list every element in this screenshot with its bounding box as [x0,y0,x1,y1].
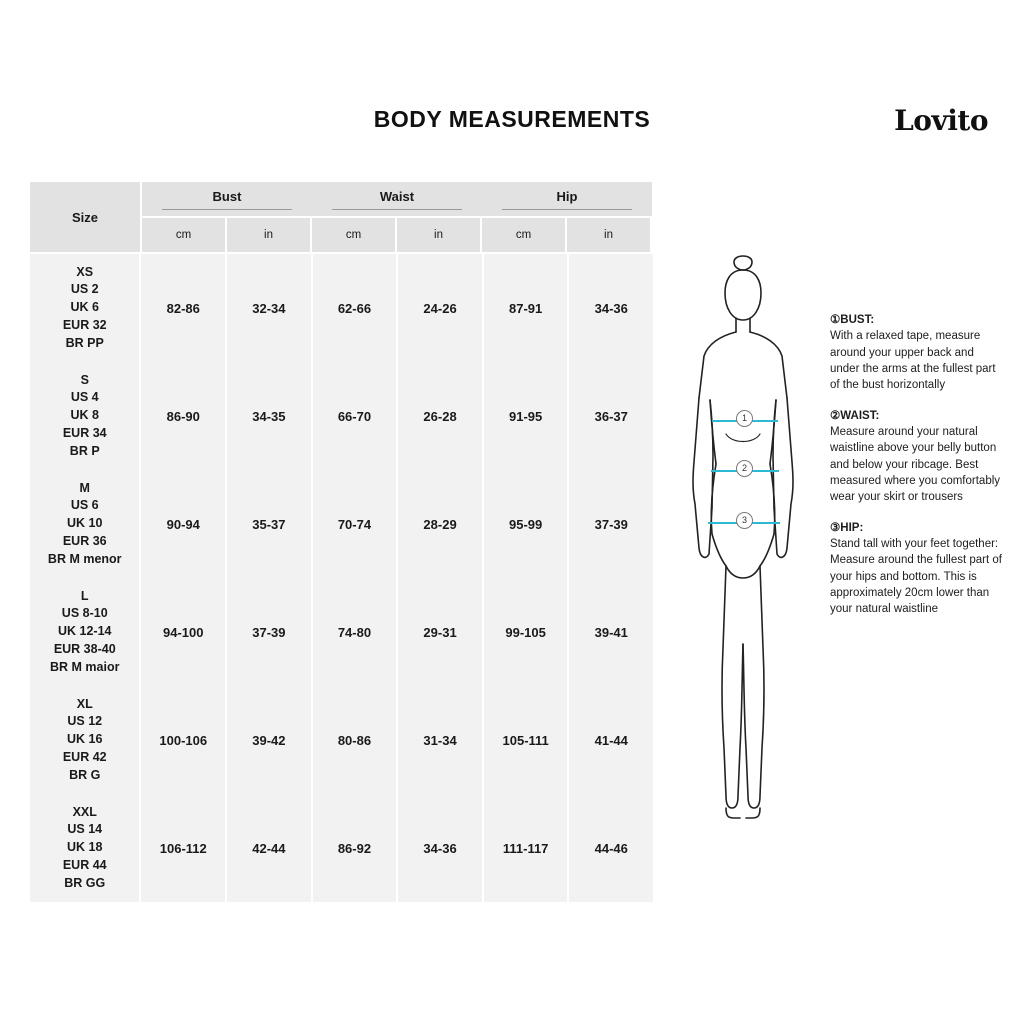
size-line: EUR 42 [62,749,107,764]
bust-cm-cell: 86-90 [141,362,225,470]
size-line: XL [76,696,93,711]
hip-cm-cell: 91-95 [484,362,568,470]
unit-header-bust-cm: cm [142,218,225,252]
unit-header-hip-in: in [567,218,650,252]
size-line: EUR 32 [62,317,107,332]
hip-cm-cell: 111-117 [484,794,568,902]
size-cell [30,470,139,578]
bust-in-cell: 34-35 [227,362,311,470]
size-line: EUR 36 [62,533,107,548]
bust-cm-cell: 82-86 [141,254,225,362]
size-line: EUR 34 [62,425,107,440]
instruction-block [830,312,1005,394]
instruction-body: With a relaxed tape, measure around your upper back and under the arms at the fullest part of the bust horizontally [830,330,996,392]
size-line: UK 18 [67,840,103,855]
table-row [30,794,655,902]
size-line: S [80,372,89,387]
table-header-row [30,182,655,254]
instruction-title: ①BUST: [830,314,875,326]
hip-in-cell: 34-36 [569,254,653,362]
size-cell [30,578,139,686]
female-body-outline-icon [668,248,818,828]
instruction-body: Measure around your natural waistline above your belly button and below your ribcage. Best measured where you comfortably wear your skirt or trousers [830,425,1001,504]
instruction-title: ③HIP: [830,521,864,534]
group-label: Hip [502,189,632,210]
instruction-block [830,408,1005,506]
waist-in-cell: 26-28 [398,362,482,470]
unit-header-hip-cm: cm [482,218,565,252]
size-line: BR M menor [47,551,122,566]
hip-in-cell: 37-39 [569,470,653,578]
group-label: Bust [162,189,292,210]
waist-cm-cell: 86-92 [313,794,397,902]
size-line: M [79,480,90,495]
size-line: UK 8 [70,408,99,423]
bust-in-cell: 32-34 [227,254,311,362]
size-line: BR P [69,443,100,458]
hip-in-cell: 39-41 [569,578,653,686]
size-line: US 2 [70,282,99,297]
hip-cm-cell: 99-105 [484,578,568,686]
waist-in-cell: 31-34 [398,686,482,794]
group-header-bust [142,182,312,216]
hip-marker: 3 [736,512,753,529]
size-line: L [80,588,89,603]
waist-cm-cell: 62-66 [313,254,397,362]
size-line: BR GG [64,875,106,890]
body-figure [668,248,818,828]
instruction-body: Stand tall with your feet together: Measure around the fullest part of your hips and bottom. This is approximately 20cm lower than your natural waistline [830,537,1002,616]
size-cell [30,686,139,794]
page-title: BODY MEASUREMENTS [373,106,651,132]
group-header-hip [482,182,652,216]
waist-in-cell: 34-36 [398,794,482,902]
waist-in-cell: 28-29 [398,470,482,578]
table-row [30,470,655,578]
bust-in-cell: 37-39 [227,578,311,686]
size-line: UK 6 [70,300,99,315]
waist-cm-cell: 66-70 [313,362,397,470]
size-cell [30,254,139,362]
table-row [30,686,655,794]
table-body [30,254,655,902]
size-table [30,182,655,902]
measurement-instructions [830,312,1005,632]
hip-cm-cell: 95-99 [484,470,568,578]
size-line: BR PP [65,335,104,350]
size-line: BR G [69,767,101,782]
instruction-title: ②WAIST: [830,409,880,422]
size-line: UK 10 [67,516,103,531]
bust-cm-cell: 90-94 [141,470,225,578]
waist-cm-cell: 80-86 [313,686,397,794]
size-line: EUR 38-40 [53,641,116,656]
bust-in-cell: 35-37 [227,470,311,578]
bust-cm-cell: 100-106 [141,686,225,794]
column-header-size: Size [30,182,140,252]
bust-in-cell: 39-42 [227,686,311,794]
size-line: EUR 44 [62,857,107,872]
bust-cm-cell: 106-112 [141,794,225,902]
hip-in-cell: 41-44 [569,686,653,794]
brand-logo: Lovito [894,104,988,137]
hip-in-cell: 36-37 [569,362,653,470]
size-line: US 6 [70,498,99,513]
size-line: XS [76,264,94,279]
unit-header-bust-in: in [227,218,310,252]
table-row [30,578,655,686]
group-label: Waist [332,189,462,210]
instruction-block [830,520,1005,618]
waist-marker: 2 [736,460,753,477]
column-group-bust [142,182,312,254]
table-row [30,362,655,470]
column-group-hip [482,182,652,254]
size-line: US 4 [70,390,99,405]
waist-cm-cell: 70-74 [313,470,397,578]
size-line: US 8-10 [61,606,108,621]
size-line: UK 12-14 [57,624,112,639]
unit-header-waist-cm: cm [312,218,395,252]
table-row [30,254,655,362]
size-cell [30,794,139,902]
group-header-waist [312,182,482,216]
waist-in-cell: 29-31 [398,578,482,686]
size-line: XXL [72,804,97,819]
unit-header-waist-in: in [397,218,480,252]
waist-cm-cell: 74-80 [313,578,397,686]
bust-marker: 1 [736,410,753,427]
hip-in-cell: 44-46 [569,794,653,902]
bust-in-cell: 42-44 [227,794,311,902]
hip-cm-cell: 105-111 [484,686,568,794]
column-group-waist [312,182,482,254]
size-line: UK 16 [67,732,103,747]
size-cell [30,362,139,470]
size-line: US 14 [67,822,103,837]
waist-in-cell: 24-26 [398,254,482,362]
size-line: BR M maior [50,659,120,674]
hip-cm-cell: 87-91 [484,254,568,362]
bust-cm-cell: 94-100 [141,578,225,686]
size-line: US 12 [67,714,103,729]
